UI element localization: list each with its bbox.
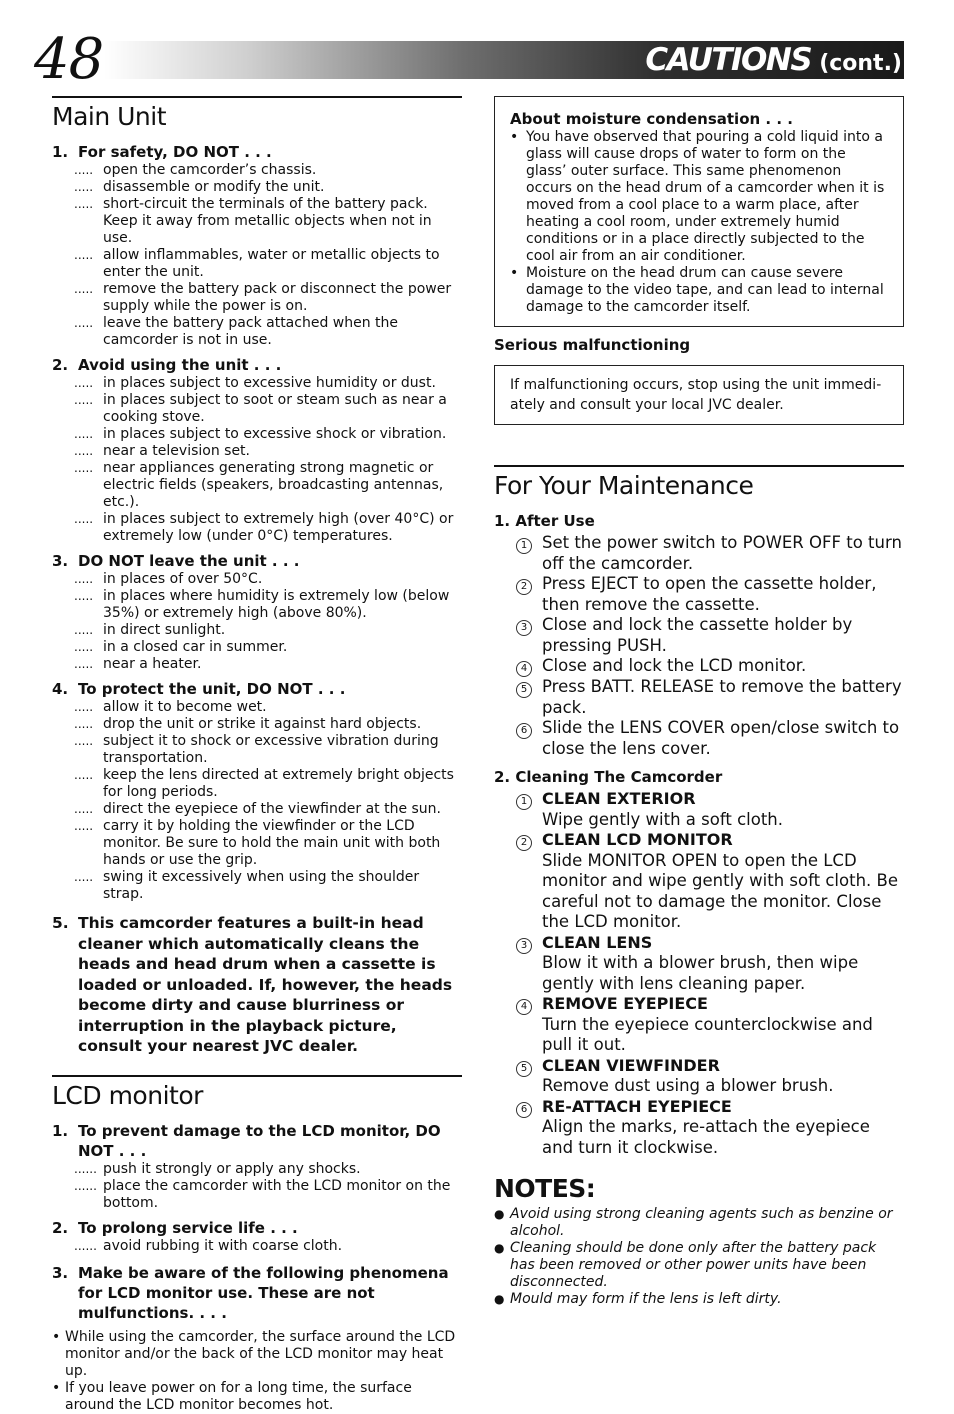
list-item-text: in places of over 50°C. <box>103 571 263 587</box>
list-item <box>74 588 462 622</box>
list-item-text: place the camcorder with the LCD monitor on the bottom. <box>103 1177 451 1211</box>
item-heading-text: To prevent damage to the LCD monitor, DO NOT . . . <box>78 1121 441 1160</box>
step-body <box>542 615 904 656</box>
main-unit-item <box>52 142 462 349</box>
dots-leader: ..... <box>74 717 94 731</box>
step-item <box>516 933 904 995</box>
item-lines <box>74 571 462 673</box>
bullet-dot: • <box>510 265 519 281</box>
list-item <box>74 511 462 545</box>
step-body <box>542 718 904 759</box>
list-item <box>74 716 462 733</box>
step-number: 1 <box>516 538 532 554</box>
item-number: 3. <box>52 1263 69 1282</box>
item-lines <box>74 162 462 349</box>
page-title-main: CAUTIONS <box>645 42 812 78</box>
item-number: 3. <box>52 552 69 570</box>
list-item <box>74 801 462 818</box>
step-body <box>542 933 904 995</box>
list-item <box>74 460 462 511</box>
moisture-heading: About moisture condensation . . . <box>510 110 793 128</box>
step-text: Wipe gently with a soft cloth. <box>542 809 784 829</box>
note-text: Cleaning should be done only after the battery pack has been removed or other power units have been disconnected. <box>510 1240 877 1290</box>
step-title: RE-ATTACH EYEPIECE <box>542 1096 732 1116</box>
list-item <box>510 129 889 265</box>
dots-leader: ..... <box>74 589 94 603</box>
page-title-suffix: (cont.) <box>819 51 902 76</box>
malfunction-heading: Serious malfunctioning <box>494 336 691 354</box>
step-number-circle <box>516 533 542 574</box>
list-item-text: leave the battery pack attached when the camcorder is not in use. <box>103 315 399 348</box>
step-number: 3 <box>516 620 532 636</box>
dots-leader: ..... <box>74 640 94 654</box>
step-title: CLEAN LCD MONITOR <box>542 830 733 849</box>
step-number-circle <box>516 615 542 656</box>
main-unit-item <box>52 551 462 673</box>
note-item <box>494 1206 904 1240</box>
step-number: 5 <box>516 682 532 698</box>
step-item <box>516 1097 904 1159</box>
bullet-dot: • <box>52 1328 61 1345</box>
list-item-text: avoid rubbing it with coarse cloth. <box>103 1237 343 1254</box>
step-body <box>542 677 904 718</box>
list-item <box>74 767 462 801</box>
list-item-text: keep the lens directed at extremely bright objects for long periods. <box>103 767 454 800</box>
list-item-text: drop the unit or strike it against hard objects. <box>103 716 422 732</box>
main-unit-title: Main Unit <box>52 96 462 132</box>
bullet-dot: ● <box>494 1207 505 1221</box>
step-number: 2 <box>516 579 532 595</box>
step-body <box>542 533 904 574</box>
list-item-text: near appliances generating strong magnetic or electric fields (speakers, broadcasting antennas, etc.). <box>103 460 444 510</box>
item-number: 4. <box>52 680 69 698</box>
step-body <box>542 789 783 830</box>
step-number-circle <box>516 1097 542 1159</box>
step-item <box>516 615 904 656</box>
item-heading-text: To prolong service life . . . <box>78 1218 298 1237</box>
list-item-text: in places subject to excessive humidity or dust. <box>103 375 436 391</box>
step-item <box>516 994 904 1056</box>
dots-leader: ..... <box>74 163 94 177</box>
list-item <box>74 443 462 460</box>
list-item-text: You have observed that pouring a cold liquid into a glass will cause drops of water to form on the glass’ outer surface. This same phenomenon occurs on the head drum of a camcorder when it is moved from a cool place to a warm place, after heating a cool room, under extremely humid conditions or in a place directly subjected to the cool air from an air conditioner. <box>526 129 885 264</box>
list-item <box>74 281 462 315</box>
list-item <box>74 1161 462 1178</box>
cleaning-steps <box>516 789 904 1158</box>
dots-leader: ..... <box>74 316 94 330</box>
item-heading-text: For safety, DO NOT . . . <box>78 143 272 161</box>
step-text: Slide the LENS COVER open/close switch to close the lens cover. <box>542 718 900 758</box>
list-item <box>74 733 462 767</box>
item-text: Make be aware of the following phenomena for LCD monitor use. These are not mulfunctions. . . . <box>78 1263 449 1322</box>
left-column <box>52 96 462 1414</box>
step-number-circle <box>516 933 542 995</box>
step-number-circle <box>516 574 542 615</box>
page-title <box>645 39 902 81</box>
dots-leader: ..... <box>74 768 94 782</box>
item-heading <box>52 142 462 162</box>
list-item <box>52 1380 462 1414</box>
list-item <box>74 196 462 247</box>
main-unit-item <box>52 679 462 903</box>
step-item <box>516 574 904 615</box>
dots-leader: ..... <box>74 461 94 475</box>
step-title: CLEAN LENS <box>542 932 653 952</box>
step-text: Close and lock the LCD monitor. <box>542 656 807 675</box>
right-column <box>494 96 904 1308</box>
step-item <box>516 1056 904 1097</box>
item-heading <box>52 355 462 375</box>
list-item <box>74 162 462 179</box>
list-item <box>74 179 462 196</box>
dots-leader: ..... <box>74 180 94 194</box>
lcd-items <box>52 1121 462 1255</box>
item-lines <box>74 699 462 903</box>
notes-title: NOTES: <box>494 1174 596 1203</box>
dots-leader: ..... <box>74 248 94 262</box>
list-item <box>52 1329 462 1380</box>
step-number: 2 <box>516 835 532 851</box>
moisture-box <box>494 96 904 327</box>
step-body <box>542 830 904 933</box>
step-text: Press EJECT to open the cassette holder, then remove the cassette. <box>542 574 877 614</box>
step-number-circle <box>516 830 542 933</box>
item-heading <box>52 1218 462 1238</box>
item-number: 1. <box>52 143 69 161</box>
main-unit-item-5 <box>52 913 462 1057</box>
list-item <box>74 656 462 673</box>
list-item-text: push it strongly or apply any shocks. <box>103 1160 361 1177</box>
lcd-monitor-title: LCD monitor <box>52 1075 462 1111</box>
dots-leader: ..... <box>74 282 94 296</box>
main-unit-item <box>52 355 462 545</box>
step-number-circle <box>516 1056 542 1097</box>
step-number: 5 <box>516 1061 532 1077</box>
bullet-dot: ● <box>494 1292 505 1306</box>
step-text: Press BATT. RELEASE to remove the battery pack. <box>542 677 902 717</box>
dots-leader: ..... <box>74 572 94 586</box>
list-item-text: near a heater. <box>103 656 202 672</box>
list-item <box>74 639 462 656</box>
step-number: 4 <box>516 661 532 677</box>
step-item <box>516 533 904 574</box>
step-item <box>516 677 904 718</box>
item-number: 2. <box>52 356 69 374</box>
step-text: Turn the eyepiece counterclockwise and pull it out. <box>542 1014 873 1054</box>
page-number: 48 <box>34 27 104 92</box>
step-title: REMOVE EYEPIECE <box>542 994 708 1013</box>
list-item <box>74 392 462 426</box>
list-item <box>74 699 462 716</box>
step-number: 4 <box>516 999 532 1015</box>
bullet-dot: • <box>510 129 519 145</box>
item-heading-text: To protect the unit, DO NOT . . . <box>78 680 346 698</box>
item-heading <box>52 679 462 699</box>
list-item-text: in places where humidity is extremely low (below 35%) or extremely high (above 80%). <box>103 588 450 621</box>
list-item-text: If you leave power on for a long time, the surface around the LCD monitor becomes hot. <box>65 1379 412 1413</box>
item-text: This camcorder features a built-in head cleaner which automatically cleans the heads and head drum when a cassette is loaded or unloaded. If, however, the heads become dirty and cause blurriness or interruption in the playback picture, consult your nearest JVC dealer. <box>78 914 453 1055</box>
bullet-dot: • <box>52 1379 61 1396</box>
step-number-circle <box>516 656 542 677</box>
note-item <box>494 1291 904 1308</box>
after-use-steps <box>516 533 904 759</box>
list-item-text: in direct sunlight. <box>103 622 226 638</box>
step-number: 6 <box>516 723 532 739</box>
moisture-list <box>510 129 889 316</box>
step-text: Set the power switch to POWER OFF to turn off the camcorder. <box>542 533 902 573</box>
list-item-text: in places subject to excessive shock or vibration. <box>103 426 447 442</box>
step-number-circle <box>516 677 542 718</box>
list-item <box>74 1238 462 1255</box>
dots-leader: ..... <box>74 734 94 748</box>
step-body <box>542 994 904 1056</box>
dots-leader: ..... <box>74 444 94 458</box>
dots-leader: ..... <box>74 512 94 526</box>
note-item <box>494 1240 904 1291</box>
step-text: Slide MONITOR OPEN to open the LCD monitor and wipe gently with soft cloth. Be careful not to damage the monitor. Close the LCD monitor. <box>542 850 898 931</box>
list-item-text: direct the eyepiece of the viewfinder at the sun. <box>103 801 442 817</box>
malfunction-box: If malfunctioning occurs, stop using the unit immedi- ately and consult your local JVC dealer. <box>494 365 904 425</box>
lcd-bullets <box>52 1329 462 1414</box>
item-number: 1. <box>52 1121 69 1140</box>
list-item <box>74 426 462 443</box>
list-item <box>510 265 889 316</box>
step-item <box>516 656 904 677</box>
step-body <box>542 656 806 677</box>
step-text: Align the marks, re-attach the eyepiece and turn it clockwise. <box>542 1117 870 1157</box>
dots-leader: ..... <box>74 376 94 390</box>
list-item-text: subject it to shock or excessive vibration during transportation. <box>103 733 439 766</box>
note-text: Avoid using strong cleaning agents such as benzine or alcohol. <box>510 1206 893 1239</box>
list-item-text: open the camcorder’s chassis. <box>103 162 317 178</box>
list-item <box>74 1178 462 1212</box>
list-item <box>74 818 462 869</box>
item-lines <box>74 1238 462 1255</box>
list-item-text: in places subject to extremely high (over 40°C) or extremely low (under 0°C) temperatures. <box>103 511 454 544</box>
cleaning-heading: 2. Cleaning The Camcorder <box>494 768 723 786</box>
dots-leader: ...... <box>74 1178 97 1193</box>
list-item <box>74 247 462 281</box>
step-number: 1 <box>516 794 532 810</box>
list-item-text: carry it by holding the viewfinder or the LCD monitor. Be sure to hold the main unit with both hands or use the grip. <box>103 818 441 868</box>
list-item-text: allow it to become wet. <box>103 699 267 715</box>
step-text: Close and lock the cassette holder by pressing PUSH. <box>542 615 853 655</box>
list-item-text: in a closed car in summer. <box>103 639 288 655</box>
item-number: 5. <box>52 914 69 932</box>
main-unit-items <box>52 142 462 903</box>
dots-leader: ..... <box>74 393 94 407</box>
step-title: CLEAN VIEWFINDER <box>542 1055 720 1075</box>
step-number: 3 <box>516 938 532 954</box>
dots-leader: ..... <box>74 870 94 884</box>
bullet-dot: ● <box>494 1241 505 1255</box>
list-item <box>74 375 462 392</box>
item-heading <box>52 551 462 571</box>
list-item <box>74 869 462 903</box>
step-number: 6 <box>516 1102 532 1118</box>
dots-leader: ..... <box>74 700 94 714</box>
note-text: Mould may form if the lens is left dirty. <box>510 1291 782 1307</box>
list-item-text: Moisture on the head drum can cause severe damage to the video tape, and can lead to internal damage to the camcorder itself. <box>526 265 884 315</box>
list-item <box>74 315 462 349</box>
step-item <box>516 830 904 933</box>
list-item-text: near a television set. <box>103 443 250 459</box>
step-item <box>516 718 904 759</box>
item-heading-text: DO NOT leave the unit . . . <box>78 552 300 570</box>
maintenance-title: For Your Maintenance <box>494 465 904 501</box>
step-text: Remove dust using a blower brush. <box>542 1076 834 1095</box>
lcd-item <box>52 1121 462 1212</box>
dots-leader: ..... <box>74 657 94 671</box>
dots-leader: ..... <box>74 623 94 637</box>
step-body <box>542 1056 833 1097</box>
list-item-text: in places subject to soot or steam such as near a cooking stove. <box>103 392 447 425</box>
step-number-circle <box>516 718 542 759</box>
step-number-circle <box>516 789 542 830</box>
step-text: Blow it with a blower brush, then wipe gently with lens cleaning paper. <box>542 953 859 993</box>
dots-leader: ..... <box>74 197 94 211</box>
list-item-text: While using the camcorder, the surface around the LCD monitor and/or the back of the LCD monitor may heat up. <box>65 1328 456 1379</box>
item-heading <box>52 1121 462 1161</box>
dots-leader: ..... <box>74 427 94 441</box>
dots-leader: ..... <box>74 802 94 816</box>
item-heading-text: Avoid using the unit . . . <box>78 356 282 374</box>
after-use-heading: 1. After Use <box>494 512 595 530</box>
dots-leader: ..... <box>74 819 94 833</box>
list-item-text: disassemble or modify the unit. <box>103 179 325 195</box>
list-item-text: remove the battery pack or disconnect the power supply while the power is on. <box>103 281 452 314</box>
item-lines <box>74 375 462 545</box>
list-item-text: short-circuit the terminals of the battery pack. Keep it away from metallic objects when not in use. <box>103 196 432 246</box>
step-item <box>516 789 904 830</box>
step-title: CLEAN EXTERIOR <box>542 789 696 808</box>
list-item-text: allow inflammables, water or metallic objects to enter the unit. <box>103 247 440 280</box>
lcd-item <box>52 1218 462 1255</box>
list-item <box>74 571 462 588</box>
dots-leader: ...... <box>74 1161 97 1176</box>
item-lines <box>74 1161 462 1212</box>
notes-list <box>494 1206 904 1308</box>
item-number: 2. <box>52 1218 69 1237</box>
step-number-circle <box>516 994 542 1056</box>
step-body <box>542 1097 904 1159</box>
step-body <box>542 574 904 615</box>
dots-leader: ...... <box>74 1238 97 1253</box>
list-item-text: swing it excessively when using the shoulder strap. <box>103 869 420 902</box>
list-item <box>74 622 462 639</box>
lcd-item-3 <box>52 1263 462 1323</box>
